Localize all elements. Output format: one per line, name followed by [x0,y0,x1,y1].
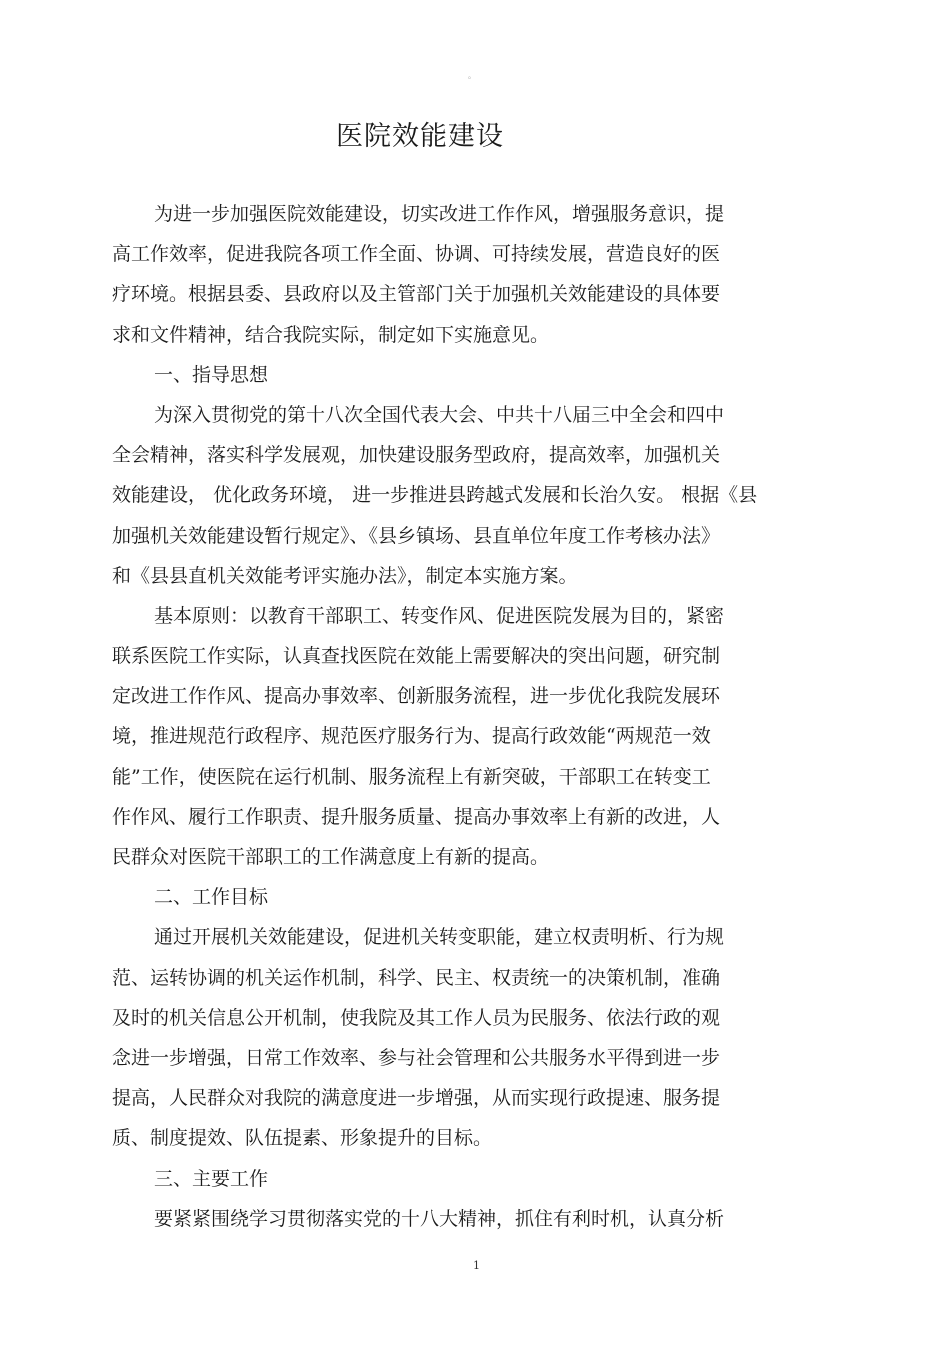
text-line: 二、工作目标 [154,886,269,909]
text-line: 全会精神，落实科学发展观，加快建设服务型政府，提高效率，加强机关 [112,444,721,467]
text-line: 民群众对医院干部职工的工作满意度上有新的提高。 [112,846,550,868]
text-line: 通过开展机关效能建设，促进机关转变职能，建立权责明析、行为规 [154,926,725,949]
text-line: 联系医院工作实际，认真查找医院在效能上需要解决的突出问题，研究制 [112,645,721,668]
text-line: 高工作效率，促进我院各项工作全面、协调、可持续发展，营造良好的医 [112,243,721,266]
document-title: 医院效能建设 [336,121,504,152]
page-number: 1 [473,1259,480,1272]
text-line: 念进一步增强，日常工作效率、参与社会管理和公共服务水平得到进一步 [112,1046,721,1069]
text-line: 为进一步加强医院效能建设，切实改进工作作风，增强服务意识，提 [154,203,725,225]
text-line: 效能建设， 优化政务环境， 进一步推进县跨越式发展和长治久安。 根据《县 [112,484,758,507]
text-line: 求和文件精神，结合我院实际，制定如下实施意见。 [112,323,550,346]
text-line: 作作风、履行工作职责、提升服务质量、提高办事效率上有新的改进，人 [112,805,721,828]
text-line: 及时的机关信息公开机制，使我院及其工作人员为民服务、依法行政的观 [112,1006,721,1029]
text-line: 质、制度提效、队伍提素、形象提升的目标。 [112,1127,493,1150]
text-line: 和《县县直机关效能考评实施办法》，制定本实施方案。 [112,564,578,587]
text-line: 范、运转协调的机关运作机制，科学、民主、权责统一的决策机制，准确 [112,966,721,989]
text-line: 境，推进规范行政程序、规范医疗服务行为、提高行政效能“两规范一效 [112,725,711,748]
document-body [112,194,842,1239]
text-line: 一、指导思想 [154,363,269,386]
text-line: 为深入贯彻党的第十八次全国代表大会、中共十八届三中全会和四中 [154,403,725,426]
text-line: 加强机关效能建设暂行规定》、《县乡镇场、县直单位年度工作考核办法》 [112,524,721,547]
text-line: 能”工作，使医院在运行机制、服务流程上有新突破，干部职工在转变工 [112,765,711,788]
header-mark: 。 [468,71,476,80]
text-line: 三、主要工作 [154,1167,269,1190]
text-line: 要紧紧围绕学习贯彻落实党的十八大精神，抓住有利时机，认真分析 [154,1207,725,1230]
text-line: 疗环境。根据县委、县政府以及主管部门关于加强机关效能建设的具体要 [112,283,721,306]
text-line: 基本原则：以教育干部职工、转变作风、促进医院发展为目的，紧密 [154,604,725,627]
text-line: 定改进工作作风、提高办事效率、创新服务流程，进一步优化我院发展环 [112,685,721,708]
text-line: 提高，人民群众对我院的满意度进一步增强，从而实现行政提速、服务提 [112,1087,721,1110]
